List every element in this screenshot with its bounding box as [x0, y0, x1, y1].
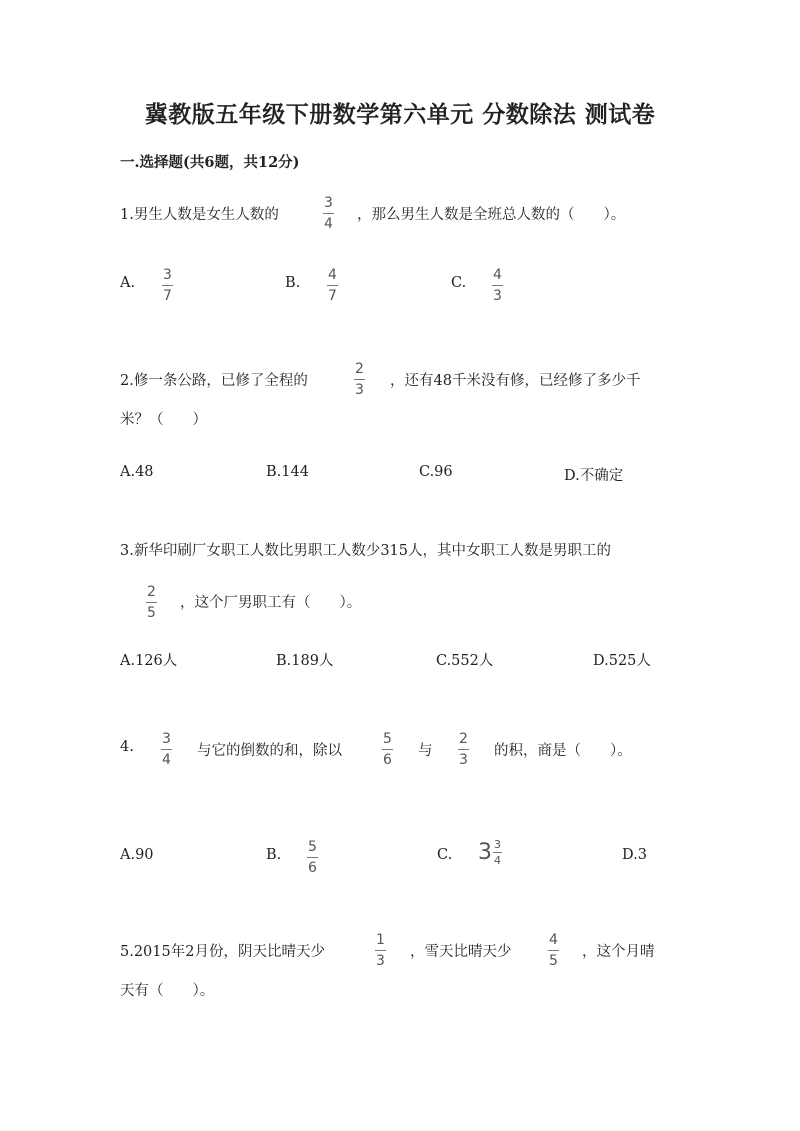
q4-fraction-1: [161, 732, 172, 767]
fraction-denominator: 5: [549, 953, 558, 969]
q4-number: 4.: [120, 739, 134, 755]
q2-suffix: ，还有48千米没有修，已经修了多少千: [390, 373, 641, 389]
q4-option-d: D.3: [622, 847, 647, 863]
q5-fraction-2: [548, 933, 559, 968]
fraction-numerator: 3: [163, 267, 172, 283]
q4-text-2: 与: [418, 743, 433, 759]
fraction-denominator: 6: [383, 752, 392, 768]
q5-middle: ，雪天比晴天少: [410, 944, 512, 960]
q2-option-c: C.96: [419, 464, 453, 480]
q3-suffix: ，这个厂男职工有（ ）。: [180, 595, 362, 611]
q2-fraction: [354, 362, 365, 397]
q1-option-c-label: C.: [451, 275, 467, 291]
fraction-numerator: 4: [493, 267, 502, 283]
q4-option-c-mixed-number: [478, 839, 502, 866]
q3-option-d: D.525人: [593, 653, 651, 669]
q2-option-b: B.144: [266, 464, 309, 480]
fraction-denominator: 4: [324, 216, 333, 232]
fraction-numerator: 3: [494, 838, 501, 851]
q4-fraction-2: [382, 732, 393, 767]
fraction-numerator: 2: [459, 731, 468, 747]
q4-fraction-3: [458, 732, 469, 767]
fraction-denominator: 3: [355, 382, 364, 398]
fraction-denominator: 5: [147, 605, 156, 621]
fraction-numerator: 5: [308, 839, 317, 855]
q4-option-c-label: C.: [437, 847, 453, 863]
q5-prefix: 5.2015年2月份，阴天比晴天少: [120, 944, 325, 960]
q2-option-a: A.48: [120, 464, 154, 480]
q4-text-1: 与它的倒数的和，除以: [197, 743, 342, 759]
fraction-numerator: 1: [376, 932, 385, 948]
q3-fraction: [146, 585, 157, 620]
fraction-numerator: 4: [328, 267, 337, 283]
fraction-numerator: 2: [355, 361, 364, 377]
fraction-denominator: 6: [308, 860, 317, 876]
q3-line1: 3.新华印刷厂女职工人数比男职工人数少315人，其中女职工人数是男职工的: [120, 543, 612, 559]
fraction-denominator: 4: [162, 752, 171, 768]
fraction-numerator: 3: [162, 731, 171, 747]
fraction-numerator: 2: [147, 584, 156, 600]
fraction-denominator: 3: [376, 953, 385, 969]
fraction-denominator: 3: [459, 752, 468, 768]
q4-text-3: 的积，商是（ ）。: [494, 743, 632, 759]
mixed-whole: 3: [478, 840, 492, 865]
q1-suffix: ，那么男生人数是全班总人数的（ ）。: [357, 207, 626, 223]
q1-fraction: [323, 196, 334, 231]
section-heading: 一.选择题(共6题，共12分): [120, 154, 300, 171]
q5-line2: 天有（ ）。: [120, 983, 215, 999]
q2-line2: 米？（ ）: [120, 412, 207, 428]
fraction-denominator: 7: [163, 288, 172, 304]
q1-option-c-fraction: [492, 268, 503, 303]
fraction-numerator: 5: [383, 731, 392, 747]
q4-option-b-fraction: [307, 840, 318, 875]
fraction-denominator: 7: [328, 288, 337, 304]
q1-option-a-fraction: [162, 268, 173, 303]
fraction-numerator: 3: [324, 195, 333, 211]
q2-option-d: D.不确定: [564, 468, 624, 484]
mixed-fraction: [493, 839, 502, 866]
q1-option-b-fraction: [327, 268, 338, 303]
fraction-numerator: 4: [549, 932, 558, 948]
q3-option-c: C.552人: [436, 653, 494, 669]
q3-option-b: B.189人: [276, 653, 334, 669]
q1-option-a-label: A.: [120, 275, 136, 291]
q1-option-b-label: B.: [285, 275, 301, 291]
q4-option-a: A.90: [120, 847, 154, 863]
q5-fraction-1: [375, 933, 386, 968]
q3-option-a: A.126人: [120, 653, 178, 669]
fraction-denominator: 3: [493, 288, 502, 304]
page-title: 冀教版五年级下册数学第六单元 分数除法 测试卷: [144, 101, 656, 128]
q2-prefix: 2.修一条公路，已修了全程的: [120, 373, 308, 389]
q5-suffix: ，这个月晴: [582, 944, 655, 960]
q1-prefix: 1.男生人数是女生人数的: [120, 207, 279, 223]
fraction-denominator: 4: [494, 854, 501, 867]
q4-option-b-label: B.: [266, 847, 282, 863]
